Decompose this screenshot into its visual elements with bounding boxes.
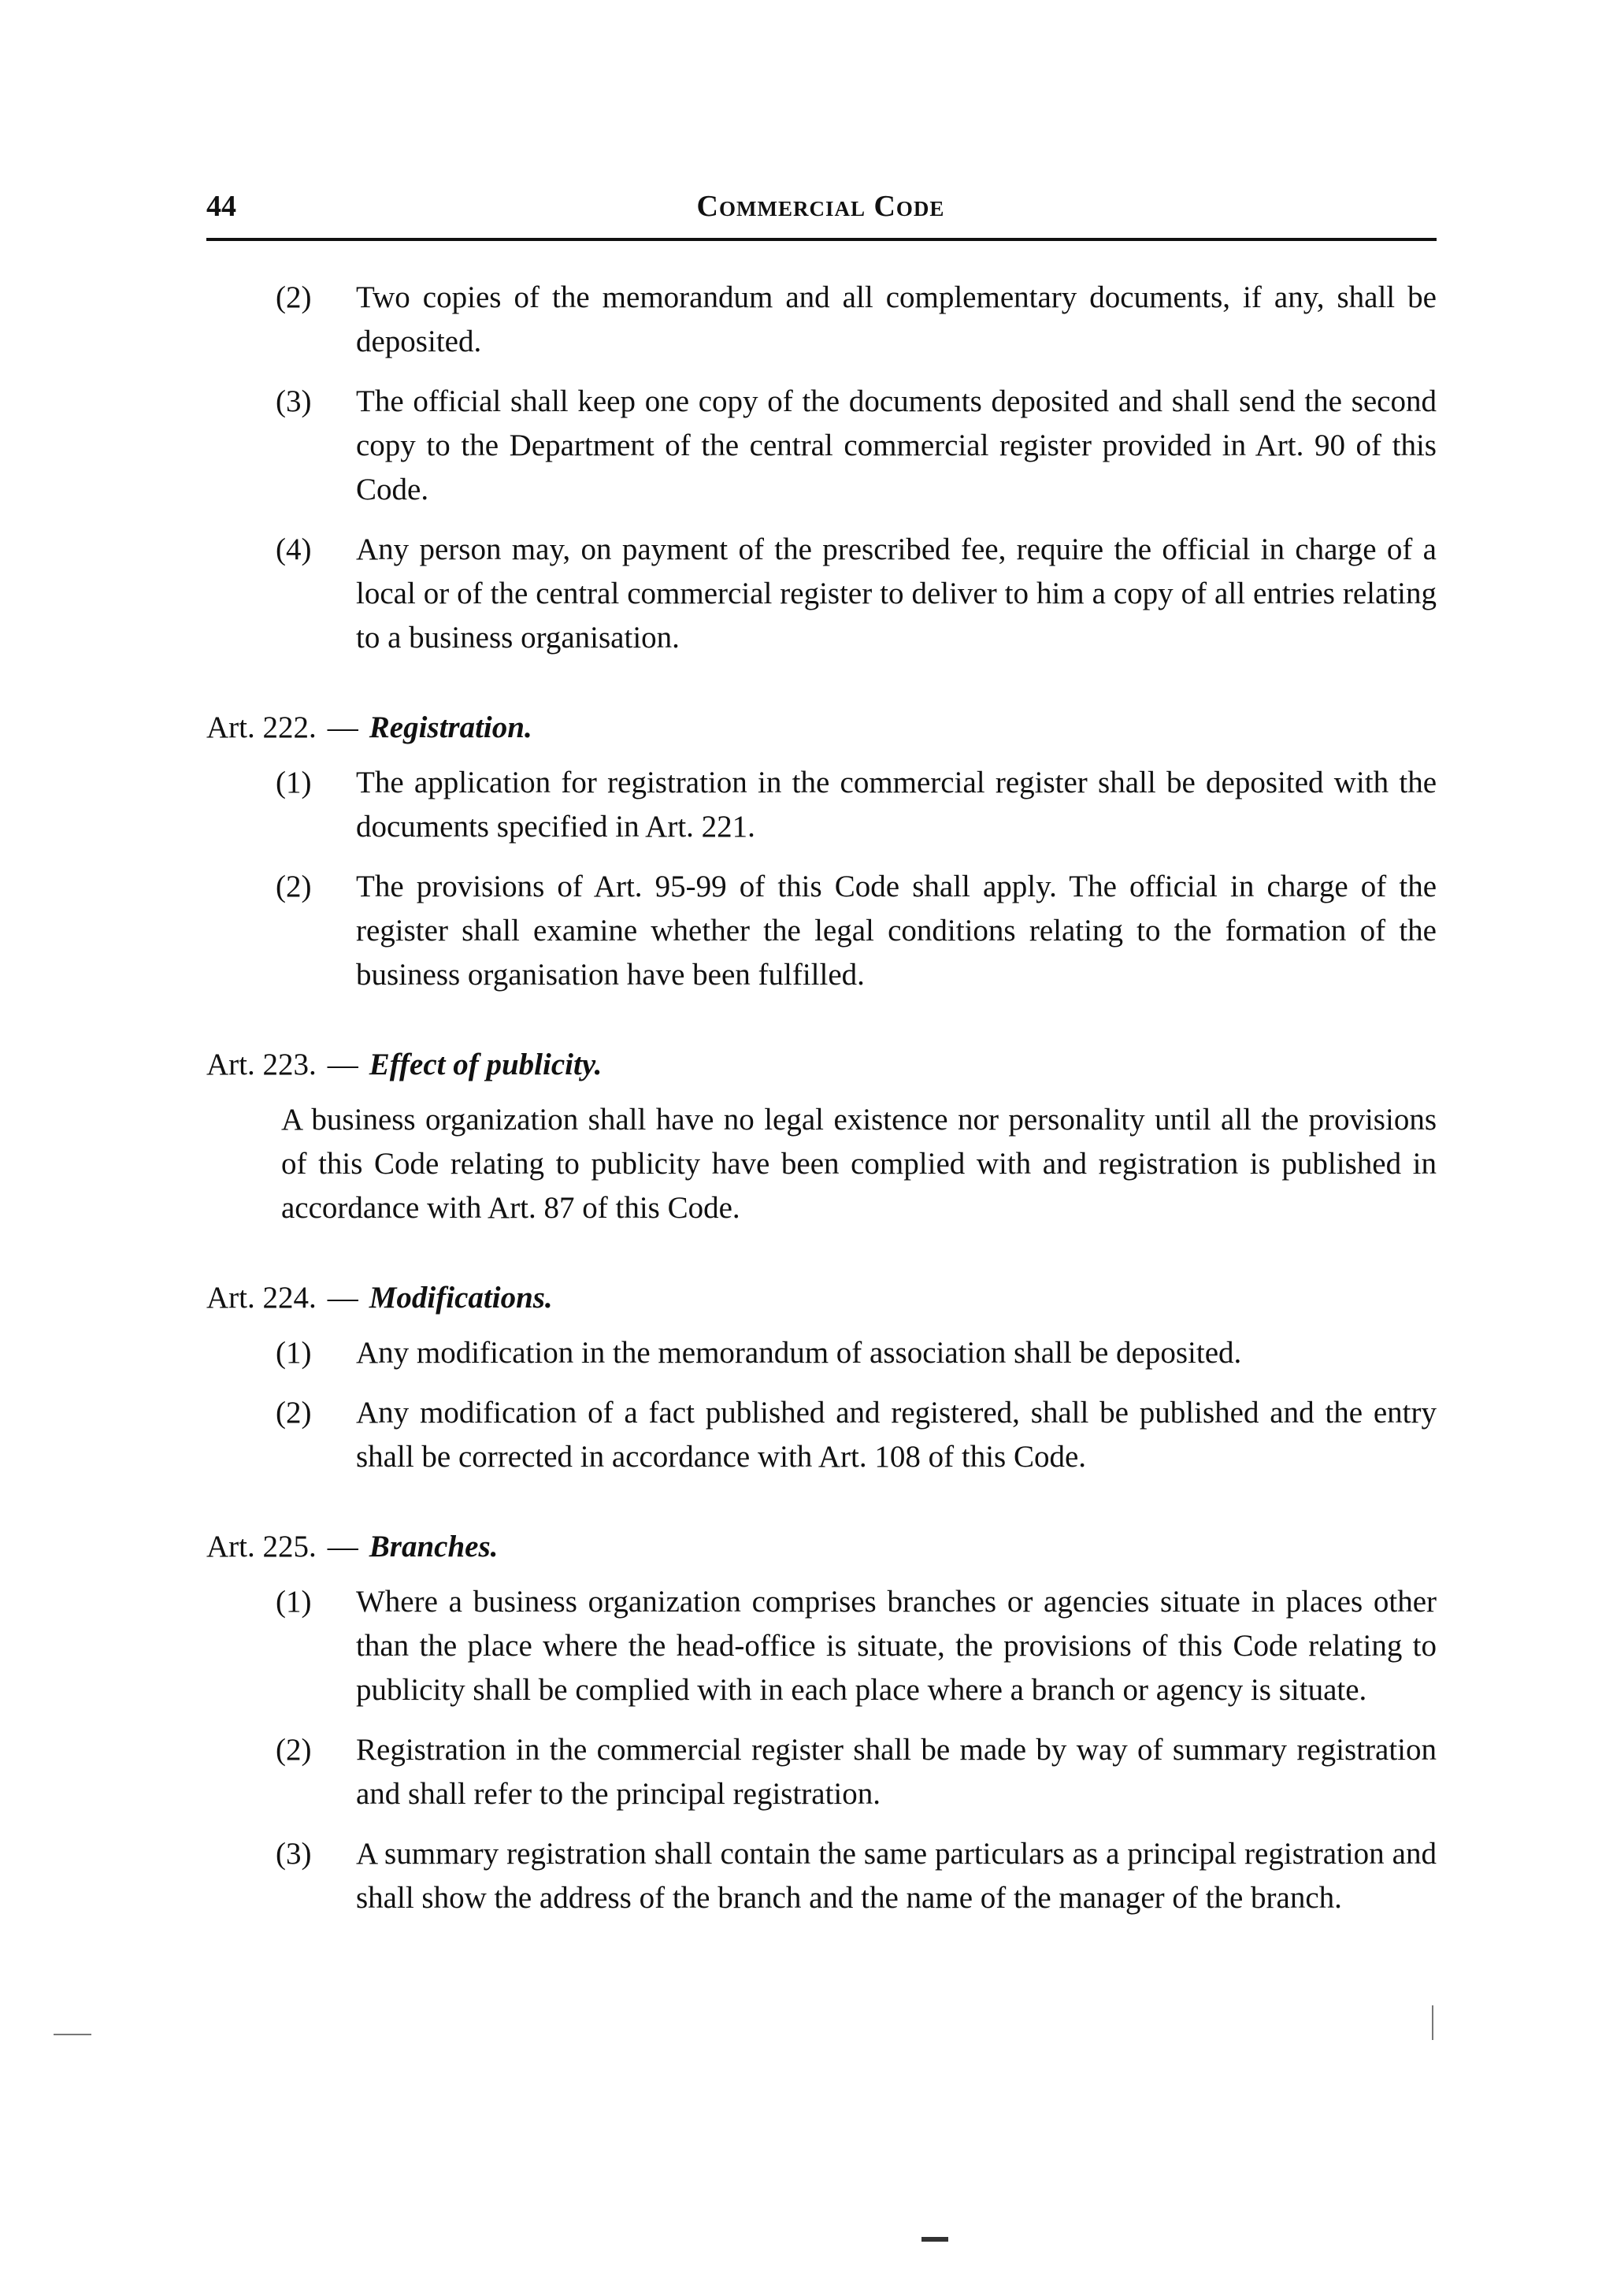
paragraph-number: (3) (276, 384, 312, 418)
paragraph-text: Registration in the commercial register shall be made by way of summary registration and shall refer to the principal registration. (356, 1733, 1437, 1811)
paragraph-number: (3) (276, 1837, 312, 1871)
paragraph-text: The application for registration in the commercial register shall be deposited with the documents specified in Art. 221. (356, 766, 1437, 844)
header-rule (206, 238, 1437, 241)
running-title: Commercial Code (696, 190, 945, 223)
scan-margin-mark (1432, 2005, 1433, 2040)
article-dash: — (327, 710, 358, 744)
paragraph (206, 276, 1437, 364)
article-dash: — (327, 1048, 358, 1081)
paragraph (206, 1331, 1437, 1375)
article-dash: — (327, 1281, 358, 1315)
paragraph-number: (1) (276, 766, 312, 799)
paragraph-text: Any person may, on payment of the prescribed fee, require the official in charge of a local or of the central commercial register to deliver to him a copy of all entries relating to a business organisation. (356, 532, 1437, 655)
paragraph-number: (2) (276, 1733, 312, 1767)
paragraph-number: (1) (276, 1336, 312, 1370)
article-title: Branches. (369, 1530, 499, 1563)
paragraph: A business organization shall have no legal existence nor personality until all the provisions of this Code relating to publicity have been complied with and registration is published in accordance with Art. 87 of this Code. (281, 1103, 1437, 1225)
article-number: Art. 223. (206, 1048, 317, 1081)
paragraph-text: Any modification of a fact published and registered, shall be published and the entry shall be corrected in accordance with Art. 108 of this Code. (356, 1396, 1437, 1474)
article-title: Effect of publicity. (369, 1048, 603, 1081)
footer-mark (921, 2237, 948, 2242)
paragraph-text: A summary registration shall contain the same particulars as a principal registration and shall show the address of the branch and the name of the manager of the branch. (356, 1837, 1437, 1915)
paragraph (206, 1580, 1437, 1712)
article-number: Art. 225. (206, 1530, 317, 1563)
article-heading (206, 1525, 1437, 1569)
paragraph-text: Where a business organization comprises branches or agencies situate in places other than the place where the head-office is situate, the provisions of this Code relating to publicity shall be complied with in each place where a branch or agency is situate. (356, 1585, 1437, 1707)
paragraph (206, 1391, 1437, 1479)
paragraph (206, 1832, 1437, 1920)
paragraph (206, 380, 1437, 512)
page-number: 44 (206, 190, 236, 223)
article-heading (206, 706, 1437, 750)
paragraph-text: Two copies of the memorandum and all complementary documents, if any, shall be deposited. (356, 280, 1437, 358)
article-number: Art. 224. (206, 1281, 317, 1315)
article-number: Art. 222. (206, 710, 317, 744)
article-heading (206, 1276, 1437, 1320)
paragraph (206, 761, 1437, 849)
page-header (206, 189, 1435, 244)
paragraph (206, 528, 1437, 660)
paragraph-number: (2) (276, 280, 312, 314)
paragraph-number: (2) (276, 1396, 312, 1430)
scan-margin-mark (54, 2034, 91, 2035)
article-title: Registration. (369, 710, 532, 744)
document-body (206, 276, 1437, 1936)
paragraph-text: Any modification in the memorandum of association shall be deposited. (356, 1336, 1242, 1370)
paragraph (206, 1728, 1437, 1816)
paragraph-number: (1) (276, 1585, 312, 1619)
article-title: Modifications. (369, 1281, 553, 1315)
paragraph (206, 865, 1437, 997)
article-dash: — (327, 1530, 358, 1563)
paragraph-number: (2) (276, 870, 312, 903)
paragraph-text: The official shall keep one copy of the documents deposited and shall send the second copy to the Department of the central commercial register provided in Art. 90 of this Code. (356, 384, 1437, 506)
paragraph-text: The provisions of Art. 95-99 of this Code shall apply. The official in charge of the register shall examine whether the legal conditions relating to the formation of the business organisation have been fulfilled. (356, 870, 1437, 992)
paragraph-number: (4) (276, 532, 312, 566)
article-heading (206, 1043, 1437, 1087)
